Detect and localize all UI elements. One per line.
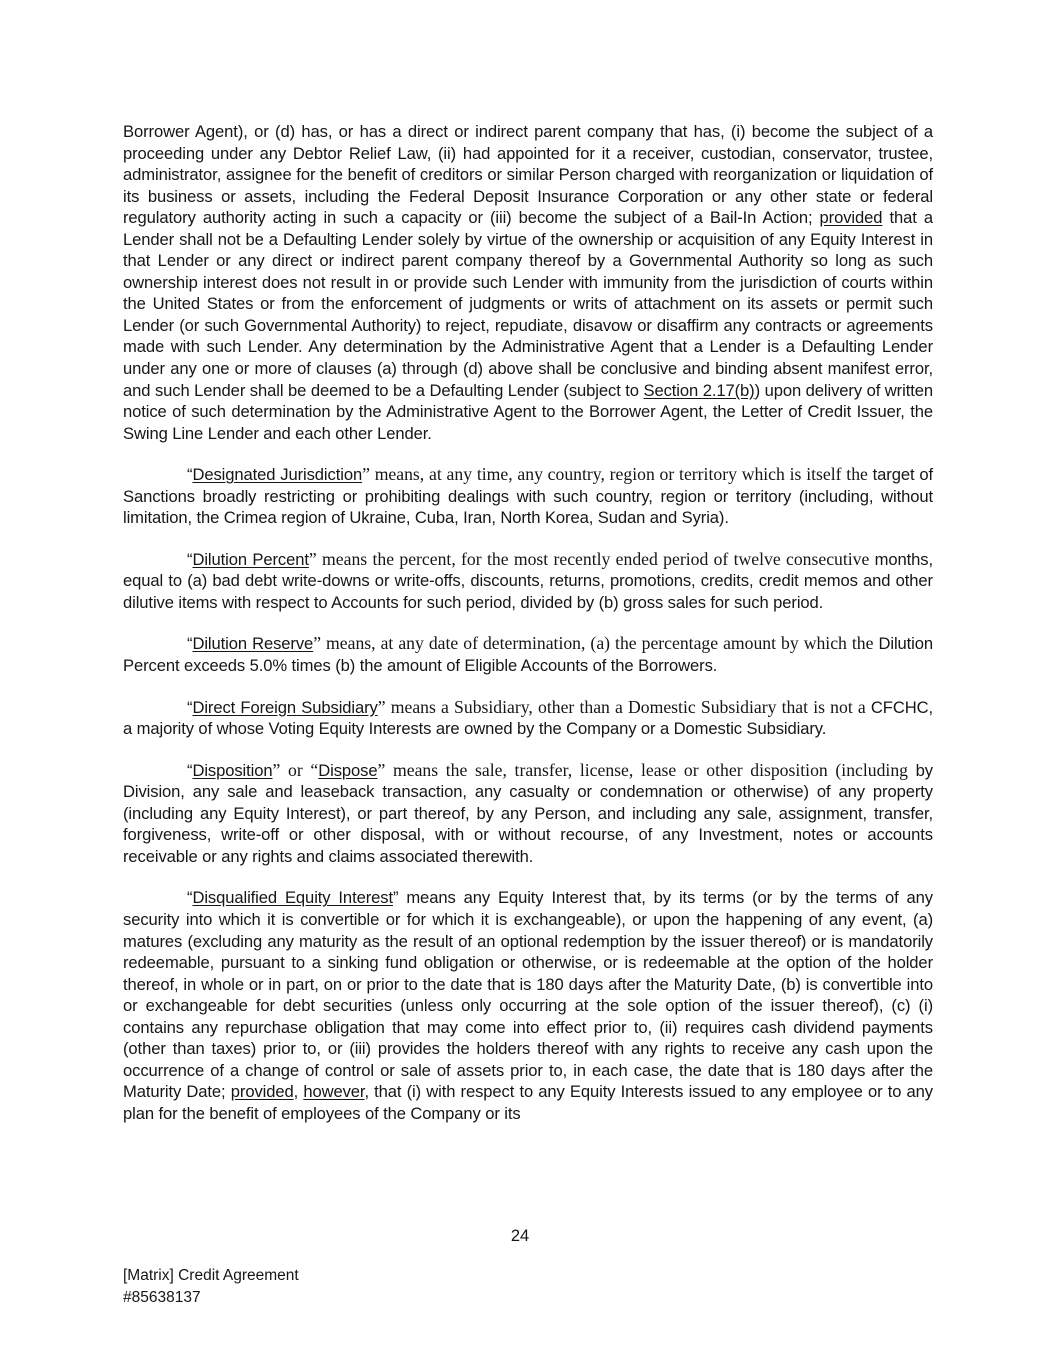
paragraph — [123, 121, 933, 444]
text-run: ” means, at any date of determination, (a) the percentage amount by which the — [313, 633, 879, 654]
paragraph — [123, 633, 933, 676]
text-run: , — [293, 1082, 304, 1102]
text-run: CFCHC, a majority of whose Voting Equity Interests are owned by the Company or a Domestic Subsidiary. — [123, 697, 933, 739]
paragraph — [123, 760, 933, 868]
text-run: ” or “ — [272, 759, 319, 780]
text-run: , that (i) with respect to any Equity Interests issued to any employee or to any plan for the benefit of employees of the Company or its — [123, 1082, 933, 1123]
defined-term: Section 2.17(b) — [643, 380, 755, 400]
footer-doc-title: [Matrix] Credit Agreement — [123, 1267, 299, 1284]
footer-doc-id: #85638137 — [123, 1289, 201, 1306]
text-run: ” means a Subsidiary, other than a Domestic Subsidiary that is not a — [377, 696, 871, 717]
paragraph — [123, 549, 933, 614]
defined-term: however — [303, 1082, 365, 1102]
defined-term: provided — [819, 208, 883, 228]
text-run: ” means the sale, transfer, license, lease or other disposition (including — [377, 759, 916, 780]
text-run: “ — [187, 888, 193, 908]
text-run: ) upon delivery of written notice of such determination by the Administrative Agent to the Borrower Agent, the Letter of Credit Issuer, the Swing Line Lender and each other Lender. — [123, 380, 933, 443]
defined-term: Designated Jurisdiction — [192, 465, 363, 485]
paragraph — [123, 887, 933, 1124]
text-run: ” means, at any time, any country, region or territory which is itself the — [362, 464, 873, 485]
document-footer — [123, 1265, 299, 1309]
text-run: “ — [187, 634, 193, 654]
paragraph — [123, 697, 933, 740]
text-run: target of Sanctions broadly restricting or prohibiting dealings with such country, region or territory (including, without limitation, the Crimea region of Ukraine, Cuba, Iran, North Korea, Sudan and Syria). — [123, 465, 934, 528]
page-number: 24 — [510, 1227, 530, 1245]
defined-term: Dilution Reserve — [192, 634, 314, 654]
text-run: ” means the percent, for the most recently ended period of twelve consecutive — [308, 548, 875, 569]
text-run: Borrower Agent), or (d) has, or has a direct or indirect parent company that has, (i) become the subject of a proceeding under any Debtor Relief Law, (ii) had appointed for it a receiver, custodian, conservator, trustee, administrator, assignee for the benefit of creditors or similar Person charged with reorganization or liquidation of its business or assets, including the Federal Deposit Insurance Corporation or any other state or federal regulatory authority acting in such a capacity or (iii) become the subject of a Bail-In Action; — [123, 122, 933, 228]
text-run: “ — [187, 760, 193, 780]
text-run: months, equal to (a) bad debt write-downs or write-offs, discounts, returns, promotions, credits, credit memos and other dilutive items with respect to Accounts for such period, divided by (b) gross sales for such period. — [123, 549, 933, 612]
defined-term: Dispose — [318, 760, 378, 780]
defined-term: Disposition — [192, 760, 273, 780]
text-run: “ — [187, 697, 193, 717]
text-run: Dilution Percent exceeds 5.0% times (b) the amount of Eligible Accounts of the Borrowers. — [123, 634, 934, 676]
text-run: “ — [187, 549, 193, 569]
document-body — [123, 121, 933, 1144]
defined-term: Direct Foreign Subsidiary — [192, 697, 378, 717]
text-run: that a Lender shall not be a Defaulting Lender solely by virtue of the ownership or acquisition of any Equity Interest in that Lender or any direct or indirect parent company thereof by a Governmental Authority so long as such ownership interest does not result in or provide such Lender with immunity from the jurisdiction of courts within the United States or from the enforcement of judgments or writs of attachment on its assets or permit such Lender (or such Governmental Authority) to reject, repudiate, disavow or disaffirm any contracts or agreements made with such Lender. Any determination by the Administrative Agent that a Lender is a Defaulting Lender under any one or more of clauses (a) through (d) above shall be conclusive and binding absent manifest error, and such Lender shall be deemed to be a Defaulting Lender (subject to — [123, 208, 933, 400]
defined-term: Dilution Percent — [192, 549, 309, 569]
text-run: by Division, any sale and leaseback transaction, any casualty or condemnation or otherwise) of any property (including any Equity Interest), or part thereof, by any Person, and including any sale, assignment, transfer, forgiveness, write-off or other disposal, with or without recourse, of any Investment, notes or accounts receivable or any rights and claims associated therewith. — [123, 760, 933, 866]
text-run: “ — [187, 465, 193, 485]
paragraph — [123, 464, 933, 529]
defined-term: Disqualified Equity Interest — [192, 888, 393, 908]
defined-term: provided — [230, 1082, 294, 1102]
text-run: ” means any Equity Interest that, by its terms (or by the terms of any security into which it is convertible or for which it is exchangeable), or upon the happening of any event, (a) matures (excluding any maturity as the result of an optional redemption by the issuer thereof) or is mandatorily redeemable, pursuant to a sinking fund obligation or otherwise, or is redeemable at the option of the holder thereof, in whole or in part, on or prior to the date that is 180 days after the Maturity Date, (b) is convertible into or exchangeable for debt securities (unless only occurring at the sole option of the issuer thereof), (c) (i) contains any repurchase obligation that may come into effect prior to, (ii) requires cash dividend payments (other than taxes) prior to, or (iii) provides the holders thereof with any rights to receive any cash upon the occurrence of a change of control or sale of assets prior to, in each case, the date that is 180 days after the Maturity Date; — [123, 888, 933, 1102]
